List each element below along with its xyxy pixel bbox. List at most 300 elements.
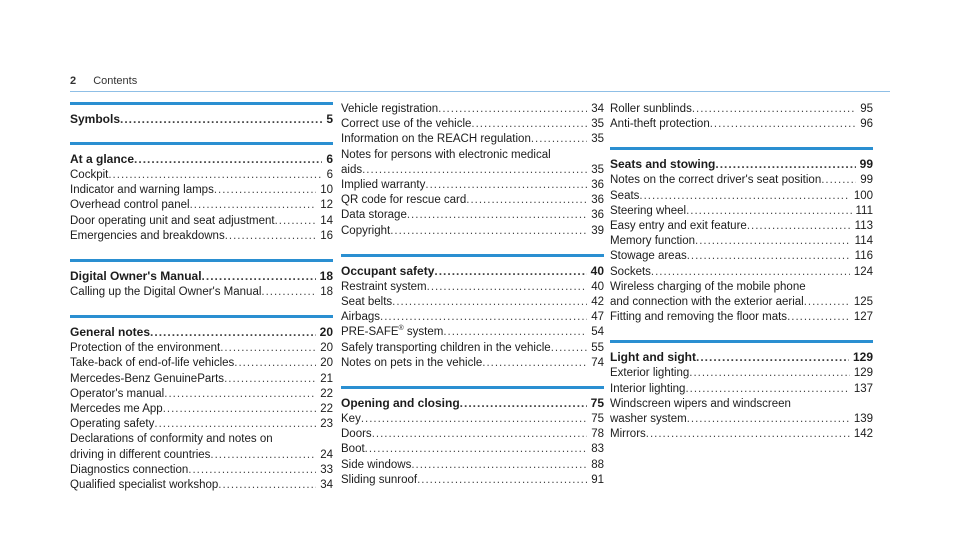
toc-page-number: 24 (320, 448, 333, 461)
dot-leader (190, 198, 317, 213)
toc-page-number: 111 (855, 204, 873, 217)
section-page-number: 6 (326, 152, 333, 166)
toc-entry[interactable] (70, 229, 333, 244)
toc-entry[interactable] (70, 463, 333, 478)
toc-page-number: 47 (591, 311, 604, 324)
toc-entry-text: Seats (610, 189, 640, 202)
toc-entry-text: Vehicle registration (341, 103, 439, 115)
toc-entry-label (341, 325, 443, 340)
toc-page-number: 91 (591, 473, 604, 486)
toc-page-number: 20 (320, 342, 333, 355)
toc-entry-label (341, 412, 361, 427)
toc-entry-label (70, 448, 210, 463)
toc-entry[interactable] (70, 448, 333, 463)
toc-entry[interactable] (341, 208, 604, 223)
toc-entry-label (70, 417, 154, 432)
toc-page-number: 139 (853, 413, 873, 426)
toc-entry-label (610, 102, 692, 117)
toc-entry[interactable] (70, 402, 333, 417)
section-rule (341, 386, 604, 389)
dot-leader (380, 310, 587, 325)
toc-entry-text: Exterior lighting (610, 367, 690, 380)
toc-entry[interactable] (341, 325, 604, 340)
toc-entry-text: Safely transporting children in the vehicle (341, 341, 551, 354)
toc-section (341, 254, 604, 371)
section-title: Light and sight (610, 350, 696, 365)
toc-entry-text: PRE-SAFE (341, 326, 399, 339)
toc-entry-label (341, 473, 417, 488)
toc-entry-label (341, 356, 482, 371)
dot-leader (685, 382, 849, 397)
toc-entry-text: Qualified specialist workshop (70, 479, 219, 492)
toc-entry[interactable] (70, 214, 333, 229)
dot-leader (438, 102, 587, 117)
toc-page-number: 142 (853, 428, 873, 441)
dot-leader (150, 324, 316, 340)
section-heading[interactable] (610, 156, 873, 172)
toc-section (341, 102, 604, 239)
toc-entry-text: Anti-theft protection (610, 118, 710, 131)
section-title: Seats and stowing (610, 157, 716, 172)
dot-leader (443, 325, 587, 340)
toc-entry-text: Fitting and removing the floor mats (610, 311, 788, 324)
toc-page-number: 54 (591, 326, 604, 339)
section-heading[interactable] (70, 324, 333, 340)
toc-page-number: 124 (853, 265, 873, 278)
toc-entry-text: Notes on pets in the vehicle (341, 356, 483, 369)
section-heading[interactable] (610, 349, 873, 365)
toc-entry-text: Take-back of end-of-life vehicles (70, 357, 235, 370)
toc-entry-label (341, 341, 551, 356)
section-title: Symbols (70, 112, 121, 126)
dot-leader (804, 295, 850, 310)
dot-leader (134, 151, 322, 167)
dot-leader (460, 395, 587, 411)
toc-entry-text: Sockets (610, 265, 651, 278)
toc-entry-text: Protection of the environment (70, 342, 221, 355)
dot-leader (687, 412, 850, 427)
toc-page-number: 129 (853, 367, 873, 380)
toc-entry-text: QR code for rescue card (341, 194, 467, 207)
toc-entry[interactable] (341, 117, 604, 132)
toc-entry-label (70, 356, 234, 371)
toc-entry[interactable] (70, 285, 333, 300)
toc-page-number: 95 (860, 103, 873, 115)
toc-page-number: 12 (320, 199, 333, 212)
dot-leader (695, 234, 851, 249)
toc-entry-label (341, 117, 471, 132)
toc-entry[interactable] (341, 132, 604, 147)
toc-entry-text: Boot (341, 443, 365, 456)
toc-entry[interactable] (341, 458, 604, 473)
toc-entry-text: Operating safety (70, 418, 155, 431)
dot-leader (108, 168, 322, 183)
toc-page-number: 35 (591, 118, 604, 131)
dot-leader (646, 427, 850, 442)
toc-entry-text: Roller sunblinds (610, 103, 692, 115)
toc-entry-label (70, 183, 214, 198)
toc-entry[interactable] (610, 412, 873, 427)
toc-entry[interactable] (70, 478, 333, 493)
registered-mark: ® (398, 325, 404, 333)
toc-entry-text: Cockpit (70, 169, 109, 181)
toc-entry[interactable] (610, 382, 873, 397)
toc-entry-text: Side windows (341, 458, 412, 471)
toc-entry-line[interactable]: Declarations of conformity and notes on (70, 433, 273, 446)
page-title: Contents (93, 75, 138, 87)
dot-leader (202, 268, 316, 284)
dot-leader (365, 442, 588, 457)
toc-entry-label (341, 310, 380, 325)
toc-entry-text: Doors (341, 428, 372, 441)
dot-leader (224, 372, 316, 387)
dot-leader (220, 341, 316, 356)
toc-section (610, 102, 873, 132)
toc-entry[interactable] (610, 102, 873, 117)
dot-leader (164, 387, 316, 402)
toc-entry-text: Mercedes-Benz GenuineParts (70, 372, 225, 385)
toc-entry[interactable] (341, 102, 604, 117)
toc-page-number: 88 (591, 458, 604, 471)
toc-entry-label (610, 427, 646, 442)
toc-entry[interactable] (341, 163, 604, 178)
toc-entry[interactable] (610, 427, 873, 442)
toc-entry[interactable] (70, 198, 333, 213)
toc-entry[interactable] (341, 427, 604, 442)
toc-column-2 (341, 102, 604, 503)
section-rule (70, 102, 333, 105)
dot-leader (434, 263, 586, 279)
toc-entry-label (341, 132, 531, 147)
toc-entry-label (341, 280, 427, 295)
toc-entry[interactable] (610, 310, 873, 325)
dot-leader (639, 189, 849, 204)
section-heading[interactable] (70, 268, 333, 284)
dot-leader (687, 249, 851, 264)
toc-entry-label (610, 234, 695, 249)
toc-page-number: 35 (591, 163, 604, 176)
section-heading[interactable] (70, 111, 333, 127)
toc-entry-label (70, 285, 261, 300)
toc-page-number: 113 (854, 220, 873, 233)
toc-entry-label (610, 173, 821, 188)
toc-entry[interactable] (610, 249, 873, 264)
toc-entry-text: Restraint system (341, 280, 427, 293)
toc-entry-text: Sliding sunroof (341, 473, 418, 486)
toc-page-number: 127 (853, 311, 873, 324)
toc-entry-text: Notes on the correct driver's seat position (610, 174, 822, 187)
toc-page-number: 40 (591, 280, 604, 293)
dot-leader (234, 356, 316, 371)
section-page-number: 5 (326, 112, 333, 126)
toc-entry[interactable] (610, 295, 873, 310)
section-page-number: 75 (590, 396, 604, 411)
toc-entry[interactable] (610, 117, 873, 132)
toc-page-number: 23 (320, 418, 333, 431)
toc-page-number: 100 (853, 189, 873, 202)
toc-entry-label (610, 204, 686, 219)
dot-leader (821, 173, 856, 188)
toc-entry-line[interactable]: Windscreen wipers and windscreen (610, 397, 791, 410)
dot-leader (163, 402, 317, 417)
toc-page-number: 36 (591, 209, 604, 222)
toc-entry[interactable] (610, 366, 873, 381)
dot-leader (686, 204, 851, 219)
toc-section (70, 142, 333, 244)
dot-leader (154, 417, 316, 432)
toc-entry-text: Stowage areas (610, 250, 687, 263)
toc-entry-text: Diagnostics connection (70, 463, 189, 476)
toc-entry[interactable] (341, 442, 604, 457)
dot-leader (471, 117, 587, 132)
toc-page-number: 21 (320, 372, 333, 385)
toc-entry[interactable] (341, 295, 604, 310)
page-header (70, 75, 137, 87)
dot-leader (361, 412, 587, 427)
toc-entry[interactable] (610, 173, 873, 188)
toc-entry-label (610, 219, 747, 234)
toc-entry-label (70, 229, 225, 244)
dot-leader (275, 214, 317, 229)
toc-page-number: 96 (860, 118, 873, 131)
dot-leader (689, 366, 850, 381)
toc-entry-text: Operator's manual (70, 387, 165, 400)
section-title: General notes (70, 325, 151, 340)
toc-page-number: 99 (860, 174, 873, 187)
toc-entry[interactable] (610, 265, 873, 280)
dot-leader (747, 219, 851, 234)
toc-page-number: 18 (320, 286, 333, 299)
toc-section (70, 259, 333, 300)
toc-page-number: 125 (853, 296, 873, 309)
toc-entry-label (70, 372, 224, 387)
toc-entry-text: Data storage (341, 209, 407, 222)
dot-leader (696, 349, 849, 365)
toc-entry[interactable] (341, 310, 604, 325)
page-number: 2 (70, 75, 77, 87)
toc-page-number: 6 (326, 169, 333, 181)
toc-page-number: 114 (854, 235, 873, 248)
toc-page-number: 75 (591, 413, 604, 426)
toc-entry-label (70, 341, 220, 356)
dot-leader (261, 285, 316, 300)
toc-entry[interactable] (70, 372, 333, 387)
dot-leader (482, 356, 587, 371)
toc-section (70, 315, 333, 493)
section-page-number: 129 (852, 350, 873, 365)
toc-entry[interactable] (70, 387, 333, 402)
toc-page-number: 33 (320, 463, 333, 476)
section-title: Opening and closing (341, 396, 460, 411)
section-page-number: 18 (319, 269, 333, 284)
toc-entry[interactable] (610, 219, 873, 234)
toc-page-number: 34 (320, 479, 333, 492)
toc-entry-label (70, 168, 108, 183)
toc-entry[interactable] (341, 356, 604, 371)
toc-entry-label (610, 295, 804, 310)
toc-page-number: 35 (591, 133, 604, 146)
toc-entry-text: Correct use of the vehicle (341, 118, 472, 131)
toc-entry-label (70, 478, 218, 493)
toc-page-number: 42 (591, 296, 604, 309)
section-title: Digital Owner's Manual (70, 269, 202, 284)
toc-entry[interactable] (341, 224, 604, 239)
dot-leader (392, 295, 587, 310)
toc-page-number: 10 (320, 184, 333, 197)
dot-leader (407, 208, 587, 223)
dot-leader (188, 463, 316, 478)
dot-leader (225, 229, 317, 244)
toc-entry-label (341, 427, 372, 442)
section-page-number: 20 (319, 325, 333, 340)
toc-entry-label (610, 189, 639, 204)
dot-leader (411, 458, 587, 473)
toc-entry[interactable] (70, 341, 333, 356)
toc-entry[interactable] (70, 417, 333, 432)
toc-page-number: 36 (591, 194, 604, 207)
toc-entry-label (341, 295, 392, 310)
toc-entry-label (341, 224, 390, 239)
dot-leader (692, 102, 856, 117)
toc-entry-label (70, 387, 164, 402)
toc-page-number: 116 (854, 250, 873, 263)
toc-entry[interactable] (341, 280, 604, 295)
toc-entry-text: and connection with the exterior aerial (610, 296, 804, 309)
dot-leader (417, 473, 587, 488)
dot-leader (427, 280, 588, 295)
toc-entry[interactable] (610, 234, 873, 249)
section-heading[interactable] (70, 151, 333, 167)
toc-entry-text: Door operating unit and seat adjustment (70, 214, 275, 227)
toc-section (70, 102, 333, 127)
section-page-number: 99 (859, 157, 873, 172)
toc-entry[interactable] (610, 204, 873, 219)
section-rule (70, 142, 333, 145)
toc-entry[interactable] (70, 168, 333, 183)
toc-page-number: 55 (591, 341, 604, 354)
dot-leader (120, 111, 322, 127)
toc-entry-text: Mercedes me App (70, 403, 163, 416)
toc-entry-label (610, 117, 710, 132)
toc-entry-label (610, 366, 689, 381)
toc-entry[interactable] (610, 189, 873, 204)
toc-entry[interactable] (70, 356, 333, 371)
toc-entry-text: Calling up the Digital Owner's Manual (70, 286, 262, 299)
section-title: At a glance (70, 152, 135, 166)
toc-entry-label (70, 198, 190, 213)
toc-page-number: 36 (591, 179, 604, 192)
toc-page-number: 78 (591, 428, 604, 441)
toc-entry-text: Steering wheel (610, 204, 687, 217)
toc-entry[interactable] (70, 183, 333, 198)
toc-page-number: 137 (853, 382, 873, 395)
section-rule (341, 254, 604, 257)
dot-leader (551, 341, 588, 356)
section-rule (610, 340, 873, 343)
toc-section (610, 340, 873, 442)
toc-page-number: 39 (591, 224, 604, 237)
dot-leader (372, 427, 588, 442)
dot-leader (214, 183, 316, 198)
toc-entry-label (70, 402, 163, 417)
toc-entry-text: Emergencies and breakdowns (70, 229, 225, 242)
toc-entry-line[interactable]: Wireless charging of the mobile phone (610, 280, 806, 293)
toc-section (610, 147, 873, 325)
toc-entry-text: Implied warranty (341, 179, 426, 192)
toc-entry-label (610, 249, 687, 264)
toc-entry-text: driving in different countries (70, 448, 211, 461)
toc-entry-label (610, 382, 685, 397)
dot-leader (651, 265, 850, 280)
toc-entry-text: Overhead control panel (70, 199, 190, 212)
toc-entry-label (341, 458, 411, 473)
dot-leader (710, 117, 856, 132)
toc-page-number: 74 (591, 356, 604, 369)
toc-section (341, 386, 604, 488)
toc-entry-text: Copyright (341, 224, 391, 237)
toc-entry-text: Information on the REACH regulation (341, 133, 531, 146)
toc-entry-label (70, 463, 188, 478)
section-rule (70, 259, 333, 262)
toc-entry-label (341, 442, 365, 457)
toc-entry[interactable] (341, 341, 604, 356)
toc-entry-label (610, 310, 787, 325)
toc-page-number: 16 (320, 229, 333, 242)
toc-entry[interactable] (341, 178, 604, 193)
toc-entry-text: washer system (610, 413, 687, 426)
toc-page-number: 22 (320, 387, 333, 400)
toc-entry[interactable] (341, 412, 604, 427)
toc-entry-text: Airbags (341, 311, 380, 324)
toc-entry-label (341, 102, 438, 117)
dot-leader (787, 310, 850, 325)
toc-entry-text: Memory function (610, 235, 696, 248)
toc-entry[interactable] (341, 473, 604, 488)
toc-page-number: 14 (320, 214, 333, 227)
toc-entry-label (341, 193, 466, 208)
dot-leader (362, 163, 587, 178)
toc-entry-label (341, 208, 407, 223)
toc-page-number: 83 (591, 443, 604, 456)
dot-leader (715, 156, 855, 172)
section-heading[interactable] (341, 395, 604, 411)
toc-page-number: 34 (591, 103, 604, 115)
toc-entry-text: Indicator and warning lamps (70, 184, 214, 197)
toc-entry-text-suffix: system (403, 326, 444, 339)
toc-entry-text: aids (341, 163, 363, 176)
toc-entry-line[interactable]: Notes for persons with electronic medical (341, 148, 551, 161)
toc-entry-label (341, 178, 425, 193)
toc-entry[interactable] (341, 193, 604, 208)
toc-entry-label (341, 163, 362, 178)
section-heading[interactable] (341, 263, 604, 279)
section-title: Occupant safety (341, 263, 435, 278)
toc-page-number: 22 (320, 403, 333, 416)
dot-leader (218, 478, 316, 493)
dot-leader (425, 178, 587, 193)
toc-page-number: 20 (320, 357, 333, 370)
section-rule (70, 315, 333, 318)
dot-leader (210, 448, 316, 463)
toc-column-3 (610, 102, 873, 457)
dot-leader (390, 224, 587, 239)
toc-entry-text: Interior lighting (610, 382, 686, 395)
toc-entry-label (70, 214, 275, 229)
toc-entry-label (610, 412, 687, 427)
section-page-number: 40 (590, 263, 604, 278)
toc-entry-text: Mirrors (610, 428, 646, 441)
toc-entry-text: Key (341, 413, 361, 426)
